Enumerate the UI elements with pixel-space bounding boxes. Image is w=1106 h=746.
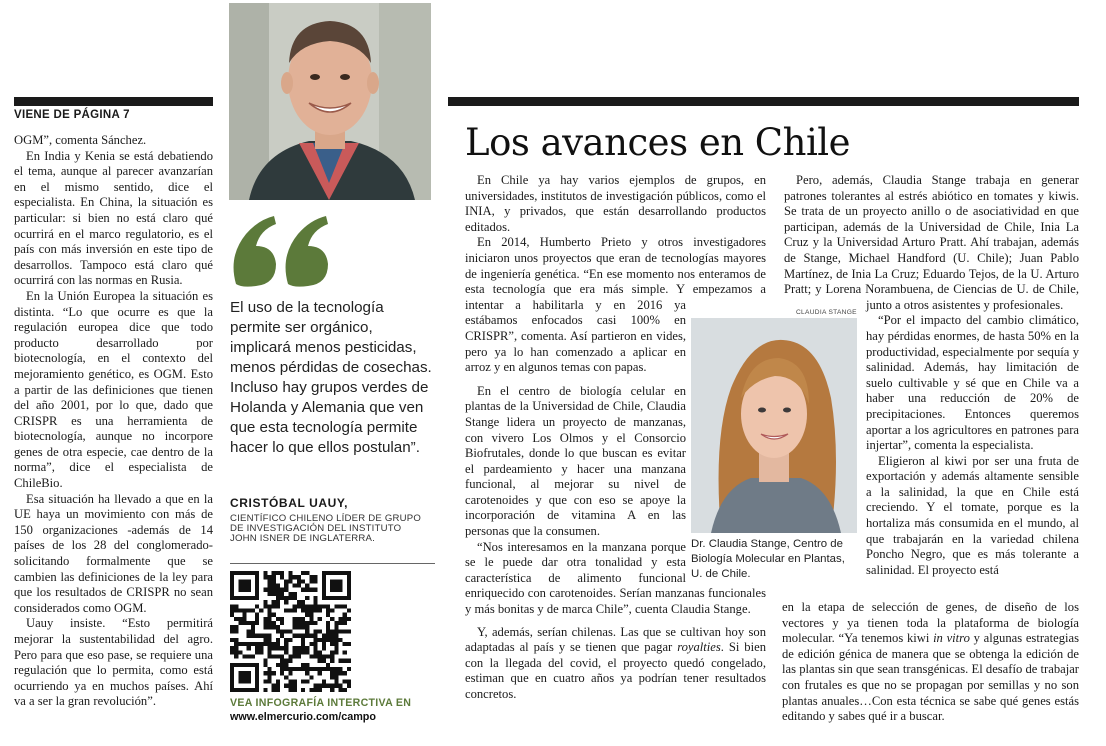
- qr-code[interactable]: [230, 571, 351, 692]
- quote-author-role: CIENTÍFICO CHILENO LÍDER DE GRUPO DE INVESTIGACIÓN DEL INSTITUTO JOHN ISNER DE INGLATERRA.: [230, 513, 422, 544]
- paragraph: Eligieron al kiwi por ser una fruta de exportación y además altamente sensible a la salinidad, la que en Chile está creciendo. Y el tomate, porque es la hortaliza más consumida en el mundo, al que trabajarán en la variedad chilena Poncho Negro, que es más tolerante a salinidad. El proyecto está: [866, 453, 1079, 577]
- paragraph-text: en la etapa de selección de genes, de diseño de los vectores y ya tienen toda la plataforma de biología molecular. “Ya tenemos kiwi: [782, 600, 1079, 646]
- paragraph: En 2014, Humberto Prieto y otros investigadores iniciaron unos proyectos que eran de tecnologías mayores de ingeniería genética. “En ese momento nos enteramos de esta tecnología que era más simple. Y empezamos a intentar a habilitarla y en 2016 ya estábamos enfocados casi 100% en CRISPR”, comenta. Así partieron en vides, pero ya lo han comenzado a aplicar en arroz y en algunos temas con papas.: [465, 235, 766, 375]
- photo-credit: CLAUDIA STANGE: [796, 309, 857, 316]
- infographic-link[interactable]: www.elmercurio.com/campo: [230, 711, 377, 723]
- paragraph-text: y algunas estrategias de edición génica de manera que se obtenga la edición de las plantas sin que sean transgénicas. El desafío de trabajar con frutales es que no se propagan por semillas y no son plantas anuales…Con esta técnica se sabe qué genes estás editando y sabes qué ir a buscar.: [782, 631, 1079, 724]
- right-article-column: [784, 173, 1079, 603]
- divider: [230, 563, 435, 564]
- paragraph-text: Y, además, serían chilenas. Las que se cultivan hoy son adaptadas al país y se tienen que pagar: [465, 624, 766, 655]
- paragraph: “Por el impacto del cambio climático, hay pérdidas enormes, de hasta 50% en la productividad, especialmente por sequía y salinidad. Además, hay limitación de suelo cultivable y sé que en Chile va a haber una reducción de 20% de precipitaciones. Entonces queremos aportar a los agricultores en patrones para injertar”, comenta la especialista.: [866, 313, 1079, 453]
- section-rule-right: [448, 97, 1079, 106]
- paragraph: Esa situación ha llevado a que en la UE haya un movimiento con más de 150 organizaciones -además de 14 países de los 28 del conglomerado- solicitando formalmente que se cambien las definiciones de la ley para que los resultados de CRISPR no sean considerados como OGM.: [14, 491, 213, 615]
- cristobal-uauy-portrait: [229, 3, 431, 200]
- paragraph: [782, 600, 1079, 725]
- paragraph: Pero, además, Claudia Stange trabaja en generar patrones tolerantes al estrés abiótico en tomates y kiwis. Se trata de un proyecto anillo o de asociatividad en que participan, además de la Universidad de Chile, Inia La Cruz y la Universidad Arturo Pratt. Ahí trabajan, además de Stange, Michael Handford (U. Chile); Juan Pablo Martínez, de Inia La Cruz; Eduardo Tejos, de la U. Arturo Pratt; y Lorena Norambuena, de Ciencias de U. de Chile, junto a otros asistentes y profesionales.: [784, 173, 1079, 312]
- paragraph: “Nos interesamos en la manzana porque se le puede dar otra tonalidad y esta característica de alimento funcional enriquecido con carotenoides. Serían manzanas funcionales y más bonitas y de marca Chile”, cuenta Claudia Stange.: [465, 539, 766, 617]
- photo-caption: Dr. Claudia Stange, Centro de Biología Molecular en Plantas, U. de Chile.: [691, 538, 845, 580]
- paragraph: [465, 625, 766, 703]
- paragraph: En India y Kenia se está debatiendo el tema, aunque al parecer avanzarían en el mismo sentido, dice el especialista. En China, la situación es particular: si bien no está claro qué ocurrirá en el marco regulatorio, es el país con más inversión en este tipo de desarrollos. Tampoco está claro qué ocurrirá con las normas en Rusia.: [14, 148, 213, 288]
- paragraph: En Chile ya hay varios ejemplos de grupos, en universidades, institutos de investigación públicos, como el INIA, y privados, que están desarrollando productos editados.: [465, 173, 766, 234]
- emphasis-text: royalties: [677, 640, 721, 655]
- right-column-continuation: [782, 600, 1079, 725]
- paragraph: En el centro de biología celular en plantas de la Universidad de Chile, Claudia Stange lidera un proyecto de manzanas, con vivero Los Olmos y el Consorcio Biofrutales, donde lo que buscan es evitar el pardeamiento y hacer una manzana funcional, al mejorar su nivel de carotenoides y que con eso se apoye la incorporación de vitamina A en las personas que la consumen.: [465, 383, 686, 539]
- continued-from-label: VIENE DE PÁGINA 7: [14, 109, 130, 121]
- infographic-cta-label: VEA INFOGRAFÍA INTERCTIVA EN: [230, 697, 412, 709]
- emphasis-text: in vitro: [933, 631, 970, 646]
- paragraph: Uauy insiste. “Esto permitirá mejorar la sustentabilidad del agro. Pero para que eso pase, se requiere una regulación que lo permita, como está ocurriendo ya en muchos países. Ahí va a ser la gran revolución”.: [14, 616, 213, 709]
- pull-quote: El uso de la tecnología permite ser orgánico, implicará menos pesticidas, menos pérdidas de cosechas. Incluso hay grupos verdes de Holanda y Alemania que ven que esta tecnología permite hacer lo que ellos postulan”.: [230, 299, 432, 456]
- headline: Los avances en Chile: [465, 121, 851, 164]
- left-article-column: [14, 133, 213, 710]
- quote-author-name: CRISTÓBAL UAUY,: [230, 496, 349, 510]
- section-rule-left: [14, 97, 213, 106]
- paragraph-text: . Si bien con la llegada del covid, el proyecto quedó congelado, estiman que en cuatro años ya podrían tener resultados concretos.: [465, 640, 766, 701]
- quotation-marks-icon: [228, 206, 338, 292]
- paragraph: En la Unión Europea la situación es distinta. “Lo que ocurre es que la regulación europea dice que todo producto desarrollado por biotecnología, en el contexto del mejoramiento genético, es OGM. Esto a partir de las definiciones que tienen del año 2001, por lo que, dado que CRISPR es una herramienta de biotecnología, aunque no incorpore genes de otra especie, cae dentro de la norma”, dice el especialista de ChileBio.: [14, 288, 213, 491]
- paragraph: OGM”, comenta Sánchez.: [14, 133, 147, 147]
- photo-wrap-spacer: [784, 305, 866, 595]
